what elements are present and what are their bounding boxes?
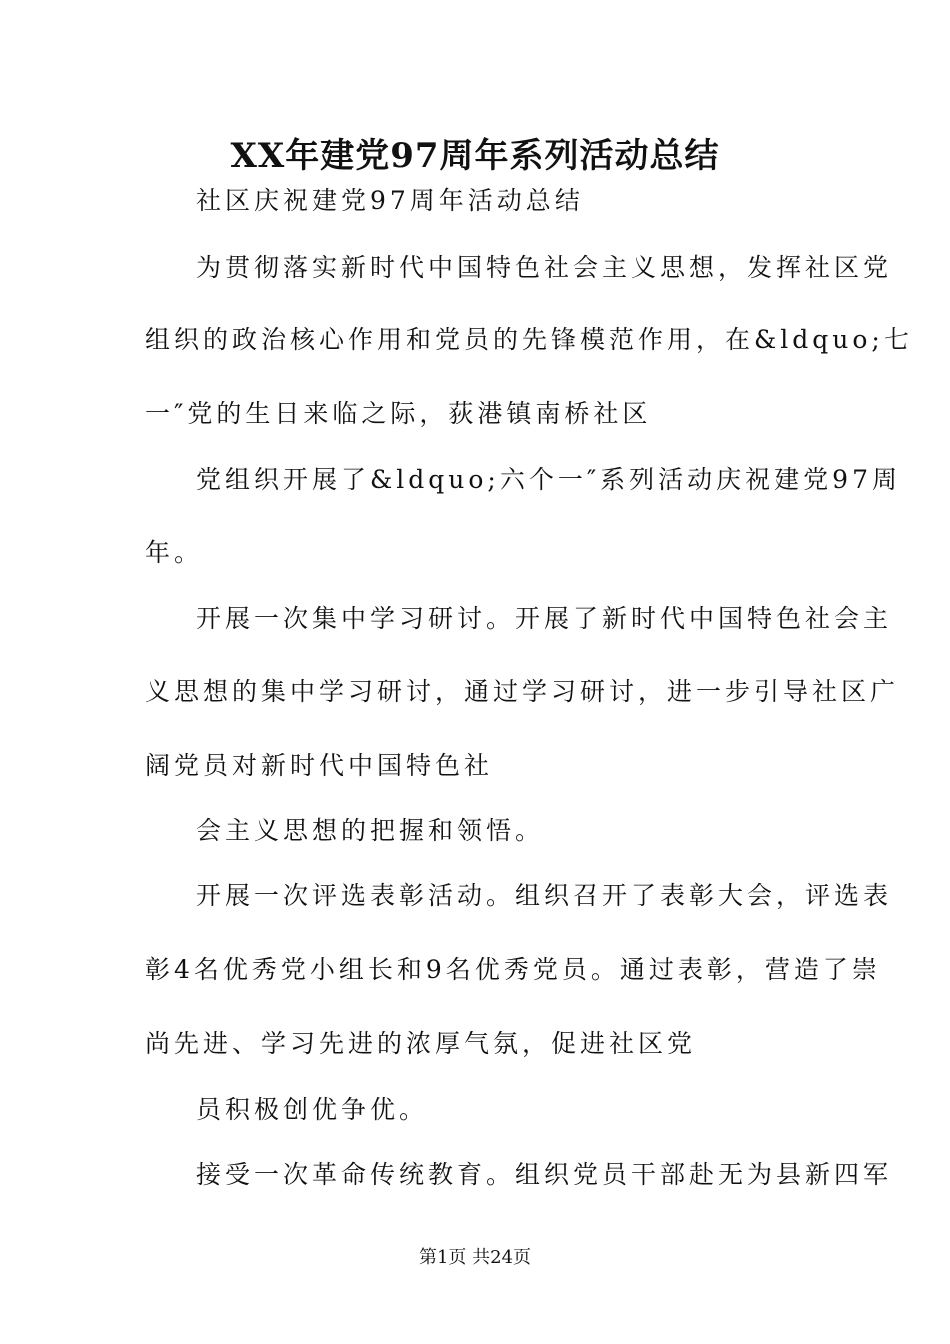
body-line: 社区庆祝建党97周年活动总结: [196, 186, 584, 215]
body-line: 组织的政治核心作用和党员的先锋模范作用，在&ldquo;七: [145, 325, 913, 354]
body-line: 义思想的集中学习研讨，通过学习研讨，进一步引导社区广: [145, 677, 900, 706]
body-line: 年。: [145, 538, 204, 567]
body-line: 员积极创优争优。: [196, 1095, 429, 1124]
body-line: 党组织开展了&ldquo;六个一″系列活动庆祝建党97周: [196, 465, 901, 494]
page-number-footer: 第1页 共24页: [418, 1247, 532, 1268]
body-line: 开展一次集中学习研讨。开展了新时代中国特色社会主: [196, 604, 893, 633]
body-line: 会主义思想的把握和领悟。: [196, 816, 545, 845]
body-line: 尚先进、学习先进的浓厚气氛，促进社区党: [145, 1029, 697, 1058]
document-title: XX年建党97周年系列活动总结: [230, 136, 720, 176]
body-line: 彰4名优秀党小组长和9名优秀党员。通过表彰，营造了崇: [145, 955, 881, 984]
body-line: 为贯彻落实新时代中国特色社会主义思想，发挥社区党: [196, 253, 893, 282]
body-line: 一″党的生日来临之际，荻港镇南桥社区: [145, 399, 652, 428]
body-line: 开展一次评选表彰活动。组织召开了表彰大会，评选表: [196, 881, 893, 910]
body-line: 阔党员对新时代中国特色社: [145, 751, 494, 780]
body-line: 接受一次革命传统教育。组织党员干部赴无为县新四军: [196, 1160, 893, 1189]
